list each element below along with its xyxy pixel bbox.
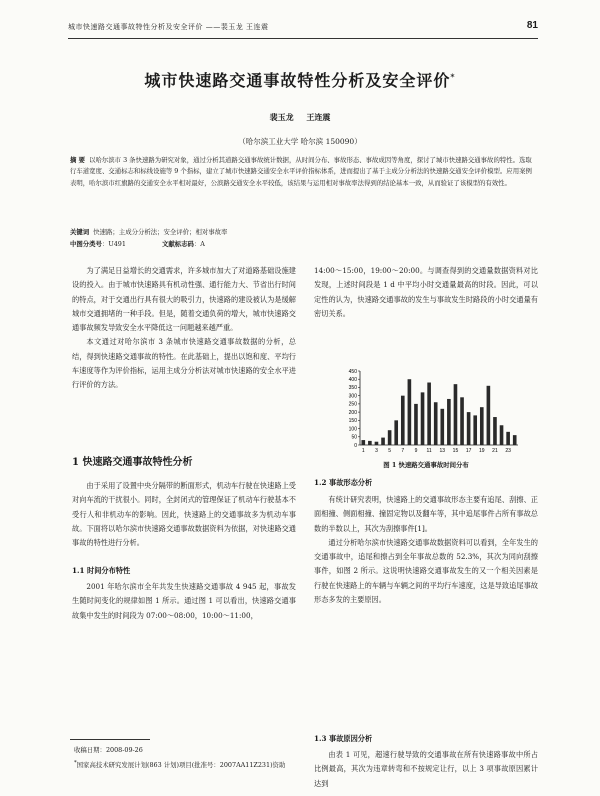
keywords-text: 快速路；主成分分析法；安全评价；相对事故率 [93,228,228,236]
abstract-label: 摘 要 [70,156,86,164]
running-header [68,20,538,39]
x-tick-label: 15 [452,448,459,454]
section-1-3-heading: 1.3 事故原因分析 [314,734,373,743]
bar-hour-9 [414,404,418,445]
y-tick-label: 400 [348,377,357,384]
bar-hour-7 [401,396,405,445]
y-tick-label: 100 [348,426,357,433]
bars [361,379,516,445]
x-tick-label: 17 [465,448,472,454]
section-1-2-paragraph-2: 通过分析哈尔滨市快速路交通事故数据资料可以看到，全年发生的交通事故中，追尾和擦占到全年事故总数的 52.3%，其次为同向刮擦事件，如图 2 所示。这说明快速路交通事故发生的又一个相关因素是行驶在快速路上的车辆与车辆之间的平均行车速度，这是导致追尾事故形态多发的主要原因。 [314,537,538,605]
footnote-rule [70,739,150,740]
title-footnote-mark: * [450,71,456,82]
x-tick-label: 11 [426,448,432,454]
section-1-paragraph: 由于采用了设置中央分隔带的断面形式，机动车行驶在快速路上受对向车流的干扰很小。同时，全封闭式的管理保证了机动车行驶基本不受行人和非机动车的影响。因此，快速路上的交通事故多为机动车事故。下面将以哈尔滨市快速路交通事故数据资料为依据，对快速路交通事故的特性进行分析。 [72,481,296,548]
article-title [0,68,600,91]
abstract-text: 以哈尔滨市 3 条快速路为研究对象，通过分析其道路交通事故统计数据，从时间分布、事故形态、事故成因等角度，探讨了城市快速路交通事故的特性。选取行车道宽度、交通标志和标线设施等 9 个指标，建立了城市快速路交通安全水平评价指标体系，进而提出了基于主成分分析法的快速路交通安全评价模型。应用案例表明，哈尔滨市红旗路的交通安全水平相对最好，公滨路交通安全水平较低，该结果与运用相对事故率法得到的结论基本一致，从而验证了该模型的有效性。 [70,156,532,187]
running-header-title: 城市快速路交通事故特性分析及安全评价 ——裴玉龙 王连震 [68,23,269,31]
bar-hour-22 [500,425,504,445]
bar-hour-16 [460,397,464,445]
doc-code: ：A [193,240,205,248]
keywords-label: 关键词 [70,228,90,236]
bar-hour-14 [447,399,451,445]
y-tick-label: 200 [348,409,357,416]
x-axis-ticks [362,448,511,454]
right-continued-paragraph: 14:00～15:00，19:00～20:00。与调查得到的交通量数据资料对比发现，上述时间段是 1 d 中平均小时交通量最高的时段。因此，可以定性的认为，快速路交通事故的发生与事故发生时路段的小时交通量有密切关系。 [314,266,538,318]
y-tick-label: 300 [348,393,357,400]
x-tick-label: 19 [479,448,485,454]
section-1-1-heading: 1.1 时间分布特性 [72,566,131,575]
bar-hour-18 [473,415,477,445]
x-tick-label: 3 [375,448,378,454]
section-1-3-body [314,748,538,791]
footnote-fund [74,758,296,771]
bar-hour-13 [440,409,444,445]
footnote-received: 收稿日期：2008-09-26 [74,746,143,754]
x-tick-label: 13 [439,448,446,454]
classification [70,239,205,250]
x-tick-label: 7 [401,448,405,454]
classification-label: 中图分类号 [70,240,102,248]
bar-hour-8 [408,379,412,445]
bar-hour-12 [434,402,438,445]
section-1-2-body [314,493,538,607]
page-number: 81 [526,20,538,31]
keywords [70,227,227,238]
section-1-1-body [72,580,296,623]
figure-1-caption: 图 1 快速路交通事故时间分布 [383,461,469,469]
bar-hour-11 [427,383,431,445]
bar-hour-1 [361,440,365,445]
bar-hour-19 [480,407,484,445]
bar-hour-23 [506,432,510,445]
intro-paragraph-2: 本文通过对哈尔滨市 3 条城市快速路交通事故数据的分析，总结，得到快速路交通事故的特性。在此基础上，提出以饱和度、平均行车速度等作为评价指标，运用主成分分析法对城市快速路的安全水平进行评价的方法。 [72,337,296,390]
section-1-3-paragraph: 由表 1 可见，超速行驶导致的交通事故在所有快速路事故中所占比例最高，其次为违章转弯和不按规定让行，以上 3 项事故原因累计达到 [314,750,538,788]
bar-hour-21 [493,417,497,445]
x-tick-label: 9 [414,448,418,454]
intro-column [72,264,296,393]
x-tick-label: 23 [505,448,511,454]
y-tick-label: 350 [348,385,357,392]
section-1-body [72,479,296,550]
footnote-fund-mark: * [74,760,77,766]
bar-hour-17 [467,412,471,445]
y-tick-label: 150 [348,418,357,425]
y-tick-label: 0 [354,442,357,449]
bar-hour-4 [381,438,385,445]
authors: 裴玉龙 王连震 [269,112,331,122]
section-1-2-paragraph-1: 有统计研究表明，快速路上的交通事故形态主要有追尾、刮擦、正面相撞、侧面相撞、撞固定物以及翻车等，其中追尾事件占所有事故总数的半数以上，其次为刮擦事件[1]。 [314,495,538,533]
section-1-2-heading: 1.2 事故形态分析 [314,478,373,487]
y-tick-label: 250 [348,401,357,408]
article-title-text: 城市快速路交通事故特性分析及安全评价 [144,71,451,90]
bar-hour-2 [368,441,372,445]
bar-hour-24 [513,435,517,445]
x-tick-label: 21 [492,448,498,454]
bar-hour-3 [375,442,379,445]
x-tick-label: 1 [361,448,365,454]
y-tick-label: 50 [351,434,357,441]
bar-hour-10 [421,392,425,445]
x-tick-label: 5 [388,448,392,454]
bar-hour-20 [487,386,491,445]
figure-1-bar-chart [334,367,522,455]
y-tick-label: 450 [348,368,357,375]
abstract [70,155,536,189]
affiliation: （哈尔滨工业大学 哈尔滨 150090） [238,137,362,146]
y-axis-ticks [349,369,360,449]
bar-hour-6 [394,420,398,445]
classification-code: ：U491 [101,240,126,248]
section-1-heading: 1 快速路交通事故特性分析 [72,457,193,468]
bar-hour-15 [454,384,458,445]
footnote-fund-text: 国家高技术研究发展计划(863 计划)项目(批准号：2007AA11Z231)资助 [76,761,286,770]
section-1-1-paragraph: 2001 年哈尔滨市全年共发生快速路交通事故 4 945 起，事故发生随时间变化的规律如图 1 所示。通过图 1 可以看出，快速路交通事故集中发生的时间段为 07:00～08:00，10:00～11:00， [72,582,296,620]
bar-hour-5 [388,430,392,445]
doc-code-label: 文献标志码 [161,240,194,248]
intro-paragraph-1: 为了满足日益增长的交通需求，许多城市加大了对道路基础设施建设的投入。由于城市快速路具有机动性强、通行能力大、节省出行时间的特点，对于交通出行具有很大的吸引力，快速路的建设被认为是缓解城市交通拥堵的一种手段。但是，随着交通负荷的增大，城市快速路交通事故频发导致安全水平降低这一问题越来越严重。 [72,266,296,333]
right-continued-text [314,264,538,321]
